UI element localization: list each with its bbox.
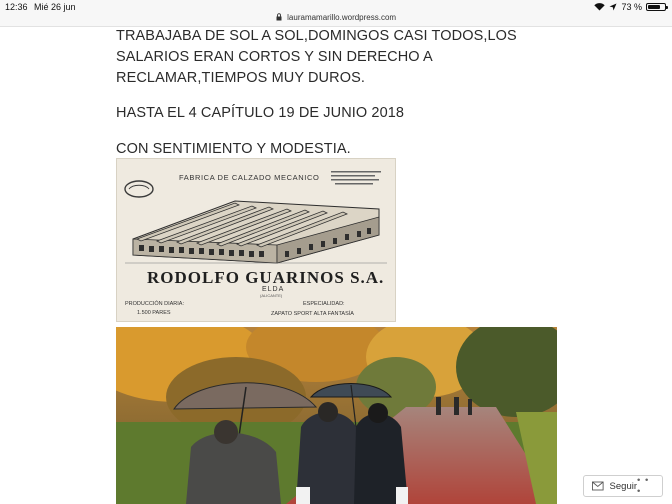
status-indicators [594,2,666,12]
wifi-icon [594,3,605,11]
more-options-icon[interactable]: • • • [637,475,650,497]
production-label: PRODUCCIÓN DIARIA: [125,301,184,307]
factory-drawing [117,159,396,322]
post-paragraph: TRABAJABA DE SOL A SOL,DOMINGOS CASI TODOS,LOS SALARIOS ERAN CORTOS Y SIN DERECHO A RECLAMAR,TIEMPOS MUY DUROS. [116,28,517,86]
autumn-rain-photo [116,327,557,504]
company-name: RODOLFO GUARINOS S.A. [147,268,385,287]
lock-icon [276,13,282,21]
ad-heading: FABRICA DE CALZADO MECANICO [179,173,320,182]
specialty-value: ZAPATO SPORT ALTA FANTASÍA [271,311,354,317]
photo-illustration [116,327,557,504]
battery-percentage: 73 % [621,2,642,12]
status-bar [0,0,672,27]
url-text: lauramamarillo.wordpress.com [287,13,397,22]
battery-fill [648,5,660,9]
address-bar[interactable] [0,13,672,22]
company-city: ELDA [262,286,285,293]
production-value: 1.500 PARES [137,310,171,316]
post-paragraph: CON SENTIMIENTO Y MODESTIA. [116,141,351,157]
factory-advertisement-image [116,158,396,322]
specialty-label: ESPECIALIDAD: [303,301,345,307]
battery-icon [646,3,666,11]
location-arrow-icon [609,3,617,11]
clock-time: 12:36 [5,2,28,12]
company-province: (ALICANTE) [260,293,283,298]
follow-button[interactable] [583,475,663,497]
post-paragraph: HASTA EL 4 CAPÍTULO 19 DE JUNIO 2018 [116,105,405,121]
follow-label: Seguir [609,480,638,492]
clock-date: Mié 26 jun [34,2,76,12]
wordpress-follow-icon [592,481,604,491]
